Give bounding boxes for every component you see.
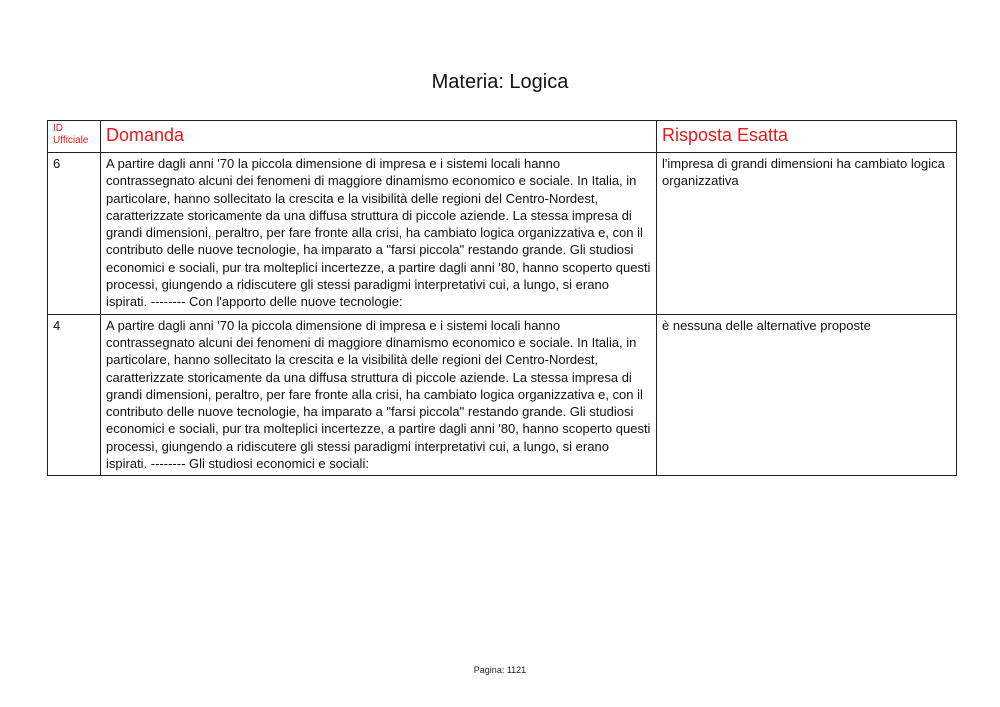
table-row <box>48 153 957 315</box>
table-row <box>48 314 957 476</box>
row-answer: è nessuna delle alternative proposte <box>657 314 957 476</box>
page-number: Pagina: 1121 <box>473 665 527 675</box>
row-id: 4 <box>48 314 101 476</box>
questions-table <box>47 120 957 476</box>
table-header-row <box>48 121 957 153</box>
header-question: Domanda <box>101 121 657 153</box>
page-title: Materia: Logica <box>431 71 569 93</box>
row-question: A partire dagli anni '70 la piccola dimensione di impresa e i sistemi locali hanno contrassegnato alcuni dei fenomeni di maggiore dinamismo economico e sociale. In Italia, in particolare, hanno sollecitato la crescita e la visibilità delle regioni del Centro-Nordest, caratterizzate storicamente da una diffusa struttura di piccole aziende. La stessa impresa di grandi dimensioni, peraltro, per fare fronte alla crisi, ha cambiato logica organizzativa e, con il contributo delle nuove tecnologie, ha imparato a "farsi piccola" restando grande. Gli studiosi economici e sociali, pur tra molteplici incertezze, a partire dagli anni '80, hanno scoperto questi processi, giungendo a ridiscutere gli stessi paradigmi interpretativi cui, a lungo, si erano ispirati. -------- Con l'apporto delle nuove tecnologie: <box>101 153 657 315</box>
row-answer: l'impresa di grandi dimensioni ha cambiato logica organizzativa <box>657 153 957 315</box>
header-answer: Risposta Esatta <box>657 121 957 153</box>
row-id: 6 <box>48 153 101 315</box>
header-id: ID Ufficiale <box>48 121 101 153</box>
row-question: A partire dagli anni '70 la piccola dimensione di impresa e i sistemi locali hanno contrassegnato alcuni dei fenomeni di maggiore dinamismo economico e sociale. In Italia, in particolare, hanno sollecitato la crescita e la visibilità delle regioni del Centro-Nordest, caratterizzate storicamente da una diffusa struttura di piccole aziende. La stessa impresa di grandi dimensioni, peraltro, per fare fronte alla crisi, ha cambiato logica organizzativa e, con il contributo delle nuove tecnologie, ha imparato a "farsi piccola" restando grande. Gli studiosi economici e sociali, pur tra molteplici incertezze, a partire dagli anni '80, hanno scoperto questi processi, giungendo a ridiscutere gli stessi paradigmi interpretativi cui, a lungo, si erano ispirati. -------- Gli studiosi economici e sociali: <box>101 314 657 476</box>
